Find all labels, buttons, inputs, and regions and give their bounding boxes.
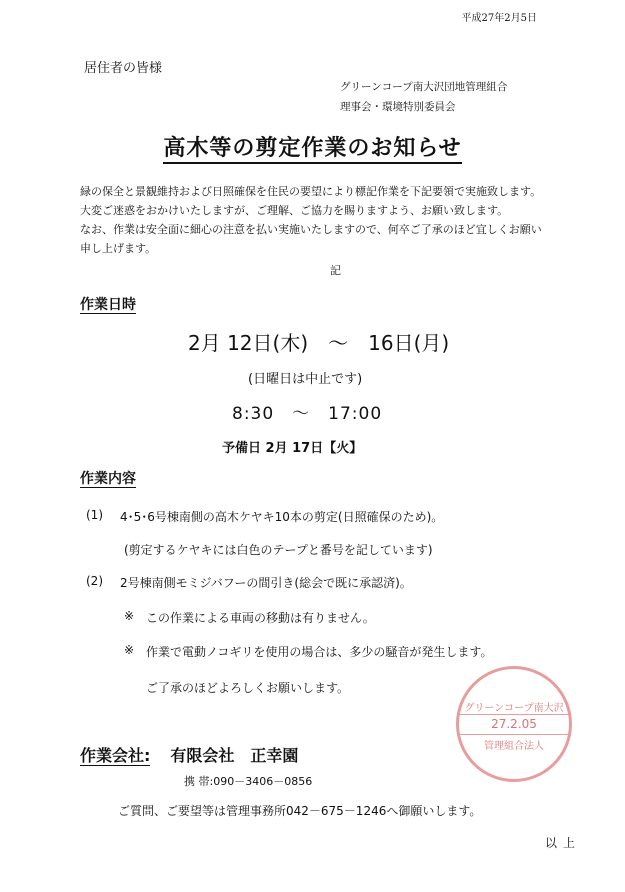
item-text: (剪定するケヤキには白色のテープと番号を記しています) [124, 543, 433, 557]
item-text: この作業による車両の移動は有りません。 [146, 611, 375, 625]
company-label: 作業会社: [80, 746, 151, 765]
closing-mark: 以上 [545, 836, 582, 850]
company-line [80, 743, 298, 766]
sender-committee: 理事会・環境特別委員会 [340, 101, 456, 113]
body-line: なお、作業は安全面に細心の注意を払い実施いたしますので、何卒ご了承のほど宜しくお願い [80, 223, 542, 236]
item-text: ご了承のほどよろしくお願いします。 [146, 681, 350, 695]
body-line: 緑の保全と景観維持および日照確保を住民の要望により標記作業を下記要領で実施致します。 [80, 185, 542, 198]
schedule-heading: 作業日時 [80, 297, 136, 313]
sunday-note: (日曜日は中止です) [248, 372, 363, 387]
ki-marker: 記 [330, 264, 341, 277]
item-number: (1) [86, 508, 103, 522]
organization-seal-stamp: グリーンコープ南大沢 27.2.05 管理組合法人 [456, 666, 572, 782]
notice-title: 高木等の剪定作業のお知らせ [0, 131, 625, 162]
note-mark: ※ [124, 609, 135, 623]
work-time: 8:30 ～ 17:00 [232, 404, 383, 424]
item-number: (2) [86, 574, 103, 588]
sender-organization: グリーンコープ南大沢団地管理組合 [340, 81, 508, 93]
body-line: 申し上げます。 [80, 242, 157, 255]
company-phone: 携 帯:090－3406－0856 [184, 775, 313, 788]
spare-day: 予備日 2月 17日【火】 [222, 441, 363, 456]
item-text: 2号棟南側モミジバフーの間引き(総会で既に承認済)。 [120, 576, 412, 590]
item-text: 4･5･6号棟南側の高木ケヤキ10本の剪定(日照確保のため)。 [120, 510, 444, 524]
note-mark: ※ [124, 643, 135, 657]
work-dates: 2月 12日(木) ～ 16日(月) [188, 331, 450, 355]
body-line: 大変ご迷惑をおかけいたしますが、ご理解、ご協力を賜りますよう、お願い致します。 [80, 204, 509, 217]
addressee: 居住者の皆様 [84, 61, 163, 76]
item-text: 作業で電動ノコギリを使用の場合は、多少の騒音が発生します。 [146, 645, 493, 659]
document-date: 平成27年2月5日 [461, 13, 537, 24]
work-content-heading: 作業内容 [80, 471, 136, 487]
contact-info: ご質問、ご要望等は管理事務所042－675－1246へ御願いします。 [118, 804, 482, 818]
company-name: 有限会社 正幸園 [170, 746, 299, 765]
